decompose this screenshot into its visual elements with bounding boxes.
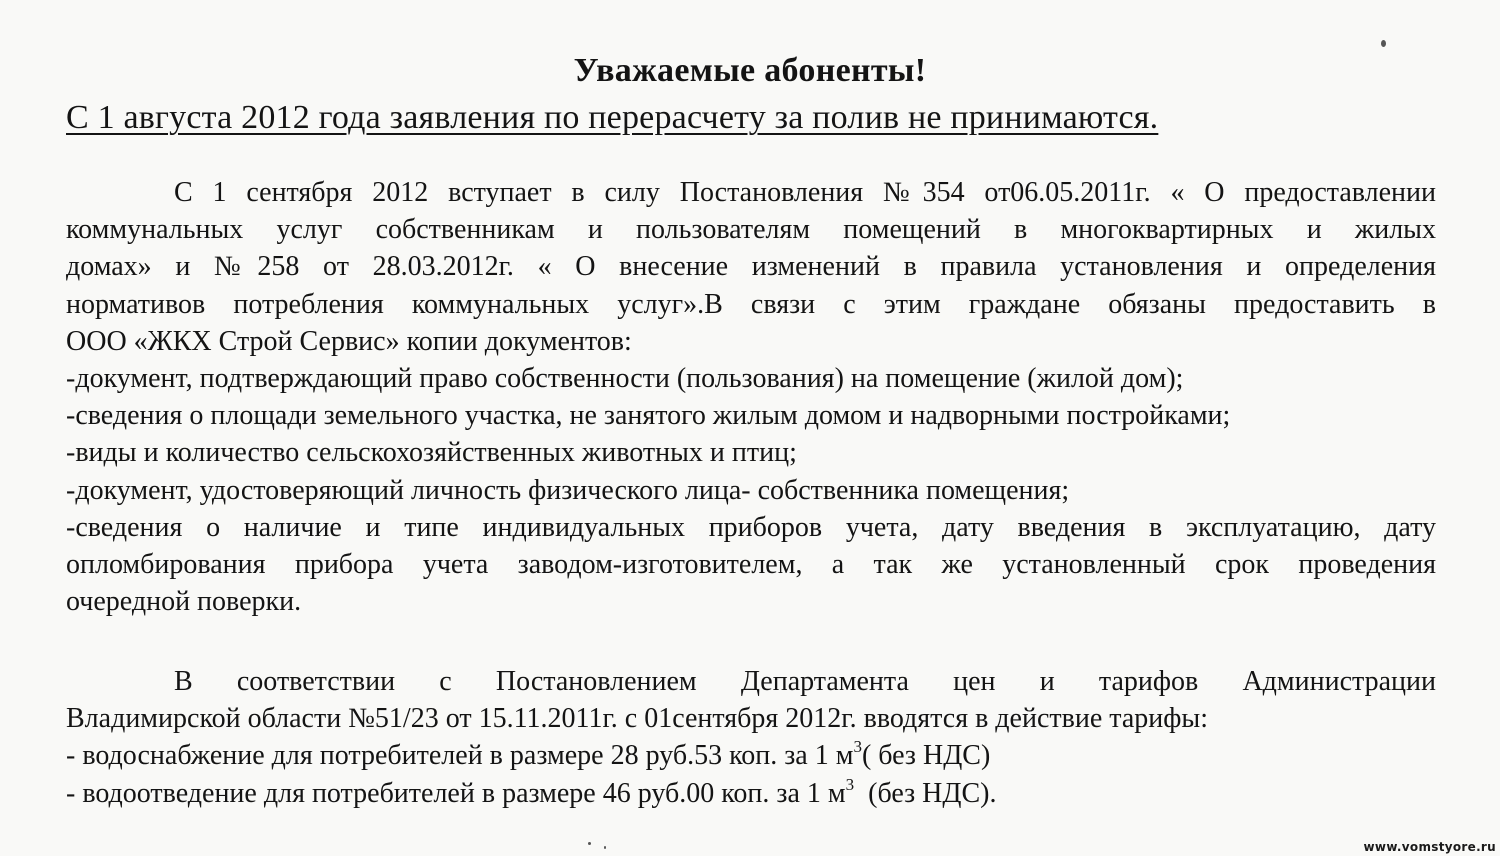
scan-speck [588,842,591,845]
tariff-water-disposal [66,775,1436,812]
scan-speck [1381,40,1386,47]
list-item: -документ, удостоверяющий личность физического лица- собственника помещения; [66,474,1070,506]
tariff-suffix: (без НДС). [854,777,997,809]
notice-title: Уважаемые абоненты! [573,52,927,89]
paragraph-line: домах» и №258 от 28.03.2012г. « О внесение изменений в правила установления и определения [66,251,1436,283]
list-item: опломбирования прибора учета заводом-изготовителем, а так же установленный срок проведения [66,548,1436,580]
cubic-exponent: 3 [853,737,862,757]
paragraph-line: Владимирской области №51/23 от 15.11.2011г. с 01сентября 2012г. вводятся в действие тарифы: [66,703,1208,735]
paragraph-line: ООО «ЖКХ Строй Сервис» копии документов: [66,325,632,357]
tariff-text: - водоснабжение для потребителей в размере 28 руб.53 коп. за 1 м [66,740,854,772]
paragraph-line: коммунальных услуг собственникам и пользователям помещений в многоквартирных и жилых [66,214,1436,246]
paragraph-requirements [66,174,1436,620]
tariff-text: - водоотведение для потребителей в размере 46 руб.00 коп. за 1 м [66,777,846,809]
paragraph-line: В соответствии с Постановлением Департамента цен и тарифов Администрации [174,666,1436,697]
scan-speck [604,846,606,849]
list-item: -документ, подтверждающий право собственности (пользования) на помещение (жилой дом); [66,362,1184,394]
notice-subtitle: С 1 августа 2012 года заявления по перерасчету за полив не принимаются. [66,99,1159,136]
tariff-water-supply [66,737,1436,774]
list-item: -сведения о наличие и типе индивидуальных приборов учета, дату введения в эксплуатацию, дату [66,511,1436,543]
paragraph-tariffs [66,663,1436,812]
list-item: -сведения о площади земельного участка, не занятого жилым домом и надворными постройками; [66,400,1231,432]
tariff-suffix: ( без НДС) [861,740,991,772]
cubic-exponent: 3 [845,774,855,794]
paragraph-line: нормативов потребления коммунальных услуг».В связи с этим граждане обязаны предоставить в [66,288,1436,320]
list-item: -виды и количество сельскохозяйственных животных и птиц; [66,437,797,469]
paragraph-line: С 1 сентября 2012 вступает в силу Постановления №354 от06.05.2011г. « О предоставлении [174,177,1436,208]
list-item: очередной поверки. [66,586,302,618]
watermark: www.vomstyore.ru [1363,840,1496,854]
